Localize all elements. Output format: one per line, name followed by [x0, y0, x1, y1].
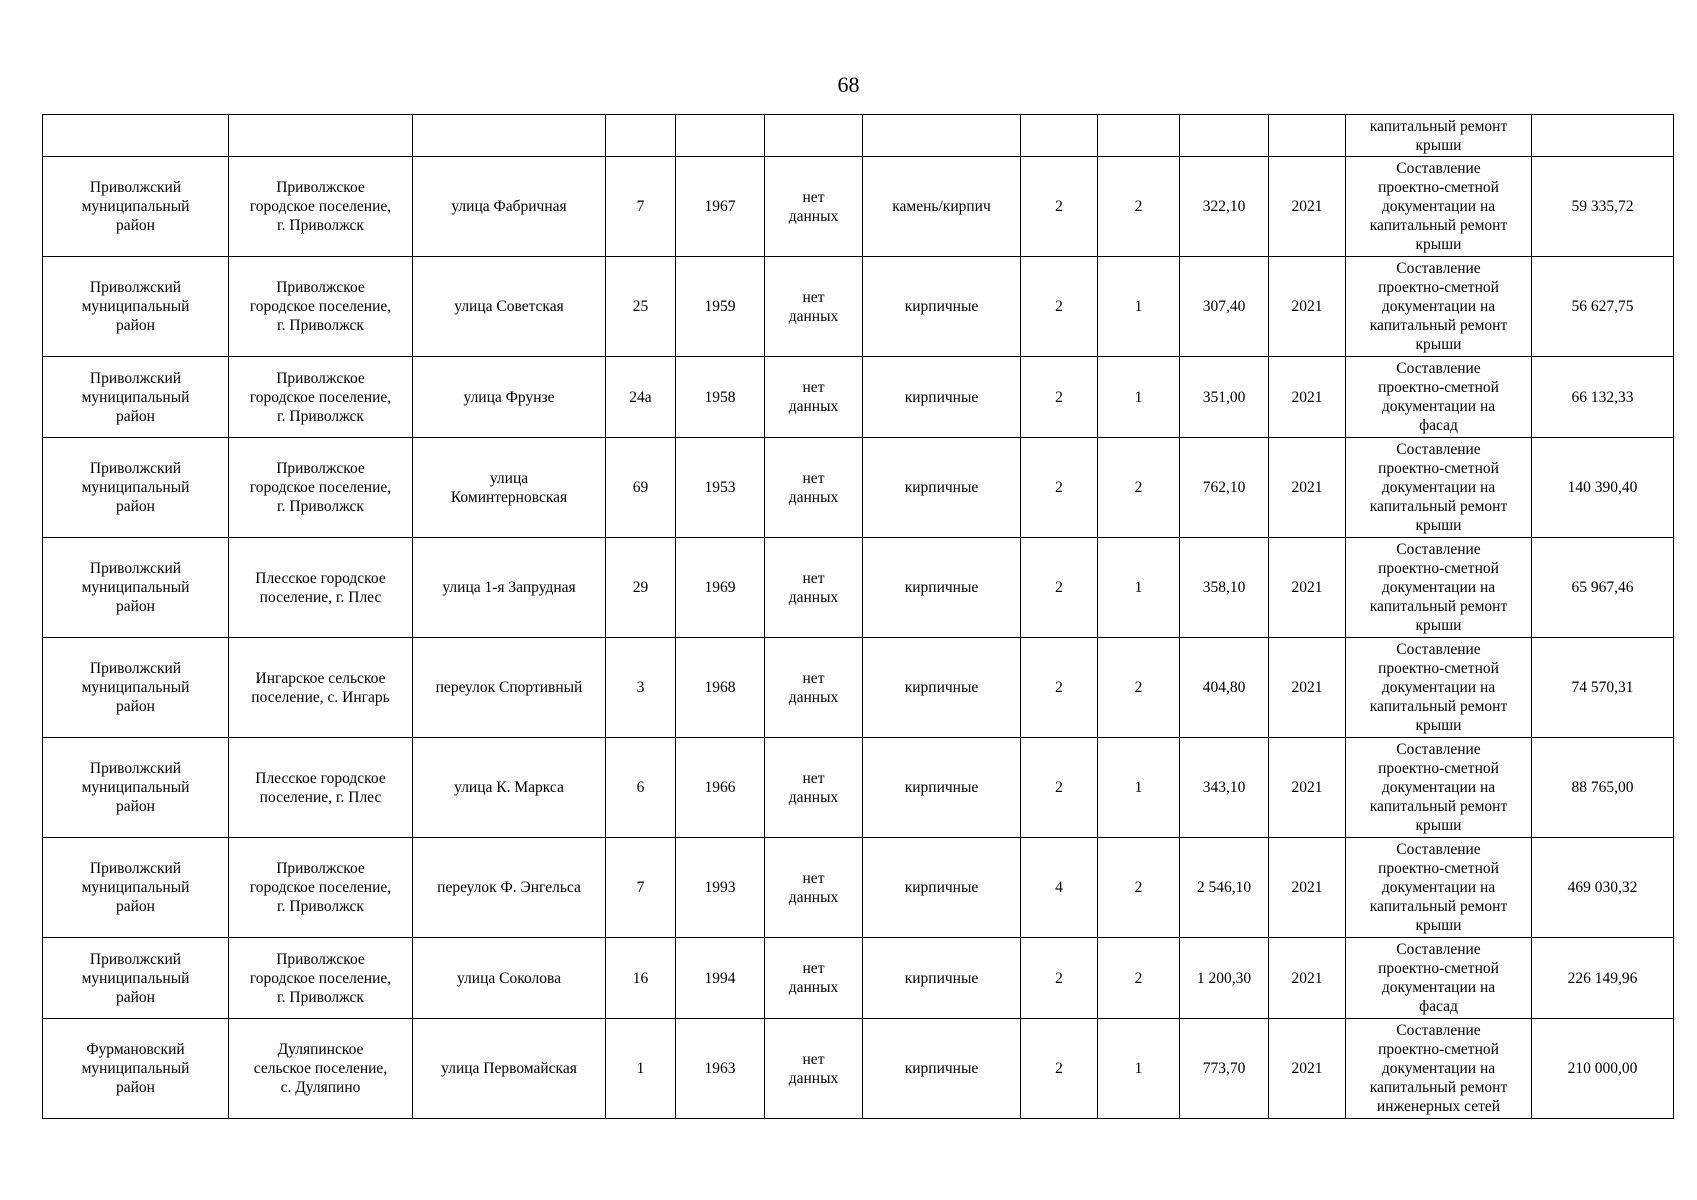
cell-district: Приволжский муниципальный район [43, 838, 229, 938]
cell-year: 1953 [676, 438, 765, 538]
cell-entrances: 2 [1098, 638, 1180, 738]
cell-area: 404,80 [1180, 638, 1269, 738]
cell-floors: 2 [1021, 438, 1098, 538]
cell-condition: нет данных [765, 257, 863, 357]
cell-settlement: Приволжское городское поселение, г. Приволжск [229, 938, 413, 1019]
cell-empty [676, 115, 765, 157]
cell-condition: нет данных [765, 638, 863, 738]
cell-cost: 88 765,00 [1532, 738, 1674, 838]
table-row [43, 1019, 1674, 1119]
cell-street: улица Фрунзе [413, 357, 606, 438]
cell-plan-year: 2021 [1269, 157, 1346, 257]
cell-settlement: Приволжское городское поселение, г. Приволжск [229, 357, 413, 438]
cell-settlement: Дуляпинское сельское поселение, с. Дуляпино [229, 1019, 413, 1119]
cell-district: Приволжский муниципальный район [43, 438, 229, 538]
cell-condition: нет данных [765, 738, 863, 838]
cell-year: 1993 [676, 838, 765, 938]
cell-condition: нет данных [765, 538, 863, 638]
cell-street: улица 1-я Запрудная [413, 538, 606, 638]
cell-empty [1269, 115, 1346, 157]
cell-entrances: 1 [1098, 538, 1180, 638]
cell-settlement: Ингарское сельское поселение, с. Ингарь [229, 638, 413, 738]
cell-year: 1958 [676, 357, 765, 438]
cell-empty [229, 115, 413, 157]
cell-house: 7 [606, 157, 676, 257]
cell-street: улица Советская [413, 257, 606, 357]
cell-area: 307,40 [1180, 257, 1269, 357]
cell-area: 762,10 [1180, 438, 1269, 538]
cell-empty [863, 115, 1021, 157]
table-row [43, 838, 1674, 938]
cell-work: Составление проектно-сметной документации на капитальный ремонт крыши [1346, 538, 1532, 638]
cell-area: 2 546,10 [1180, 838, 1269, 938]
cell-year: 1959 [676, 257, 765, 357]
cell-plan-year: 2021 [1269, 638, 1346, 738]
cell-cost: 66 132,33 [1532, 357, 1674, 438]
cell-work: Составление проектно-сметной документации на капитальный ремонт крыши [1346, 257, 1532, 357]
table-row [43, 538, 1674, 638]
cell-empty [1532, 115, 1674, 157]
cell-house: 16 [606, 938, 676, 1019]
cell-cost: 65 967,46 [1532, 538, 1674, 638]
cell-floors: 2 [1021, 638, 1098, 738]
cell-year: 1969 [676, 538, 765, 638]
cell-area: 1 200,30 [1180, 938, 1269, 1019]
cell-work: Составление проектно-сметной документации на капитальный ремонт инженерных сетей [1346, 1019, 1532, 1119]
cell-house: 24а [606, 357, 676, 438]
cell-settlement: Плесское городское поселение, г. Плес [229, 538, 413, 638]
cell-floors: 2 [1021, 538, 1098, 638]
cell-entrances: 1 [1098, 257, 1180, 357]
cell-entrances: 2 [1098, 838, 1180, 938]
cell-cost: 59 335,72 [1532, 157, 1674, 257]
cell-work: Составление проектно-сметной документации на капитальный ремонт крыши [1346, 638, 1532, 738]
cell-settlement: Приволжское городское поселение, г. Приволжск [229, 257, 413, 357]
cell-house: 3 [606, 638, 676, 738]
table-row [43, 257, 1674, 357]
cell-condition: нет данных [765, 1019, 863, 1119]
cell-empty [1180, 115, 1269, 157]
cell-district: Приволжский муниципальный район [43, 538, 229, 638]
cell-house: 6 [606, 738, 676, 838]
cell-condition: нет данных [765, 438, 863, 538]
cell-work: Составление проектно-сметной документации на фасад [1346, 357, 1532, 438]
cell-empty [1021, 115, 1098, 157]
cell-cost: 74 570,31 [1532, 638, 1674, 738]
cell-entrances: 1 [1098, 738, 1180, 838]
cell-floors: 2 [1021, 738, 1098, 838]
cell-floors: 2 [1021, 357, 1098, 438]
cell-settlement: Плесское городское поселение, г. Плес [229, 738, 413, 838]
cell-floors: 2 [1021, 938, 1098, 1019]
cell-wall: кирпичные [863, 438, 1021, 538]
cell-wall: кирпичные [863, 738, 1021, 838]
cell-district: Приволжский муниципальный район [43, 357, 229, 438]
cell-district: Фурмановский муниципальный район [43, 1019, 229, 1119]
houses-table [42, 114, 1674, 1119]
cell-cost: 226 149,96 [1532, 938, 1674, 1019]
cell-work: Составление проектно-сметной документации на капитальный ремонт крыши [1346, 738, 1532, 838]
cell-cost: 469 030,32 [1532, 838, 1674, 938]
cell-area: 343,10 [1180, 738, 1269, 838]
cell-empty [765, 115, 863, 157]
cell-wall: кирпичные [863, 357, 1021, 438]
cell-condition: нет данных [765, 938, 863, 1019]
cell-year: 1963 [676, 1019, 765, 1119]
cell-street: улица Фабричная [413, 157, 606, 257]
cell-wall: камень/кирпич [863, 157, 1021, 257]
cell-cost: 140 390,40 [1532, 438, 1674, 538]
cell-settlement: Приволжское городское поселение, г. Приволжск [229, 438, 413, 538]
cell-house: 25 [606, 257, 676, 357]
cell-year: 1966 [676, 738, 765, 838]
cell-empty [413, 115, 606, 157]
table-row [43, 157, 1674, 257]
cell-wall: кирпичные [863, 257, 1021, 357]
cell-plan-year: 2021 [1269, 938, 1346, 1019]
cell-district: Приволжский муниципальный район [43, 738, 229, 838]
cell-work: капитальный ремонт крыши [1346, 115, 1532, 157]
cell-cost: 210 000,00 [1532, 1019, 1674, 1119]
cell-area: 322,10 [1180, 157, 1269, 257]
table-row [43, 738, 1674, 838]
cell-settlement: Приволжское городское поселение, г. Приволжск [229, 838, 413, 938]
cell-entrances: 1 [1098, 357, 1180, 438]
table-row [43, 438, 1674, 538]
cell-area: 773,70 [1180, 1019, 1269, 1119]
cell-wall: кирпичные [863, 838, 1021, 938]
cell-work: Составление проектно-сметной документации на фасад [1346, 938, 1532, 1019]
cell-wall: кирпичные [863, 938, 1021, 1019]
cell-empty [606, 115, 676, 157]
cell-floors: 2 [1021, 257, 1098, 357]
cell-floors: 2 [1021, 1019, 1098, 1119]
cell-street: улица Первомайская [413, 1019, 606, 1119]
cell-entrances: 2 [1098, 157, 1180, 257]
cell-cost: 56 627,75 [1532, 257, 1674, 357]
cell-work: Составление проектно-сметной документации на капитальный ремонт крыши [1346, 838, 1532, 938]
cell-wall: кирпичные [863, 538, 1021, 638]
cell-area: 358,10 [1180, 538, 1269, 638]
cell-year: 1968 [676, 638, 765, 738]
cell-wall: кирпичные [863, 1019, 1021, 1119]
table-row [43, 638, 1674, 738]
cell-year: 1994 [676, 938, 765, 1019]
cell-year: 1967 [676, 157, 765, 257]
cell-floors: 4 [1021, 838, 1098, 938]
cell-plan-year: 2021 [1269, 438, 1346, 538]
cell-floors: 2 [1021, 157, 1098, 257]
cell-plan-year: 2021 [1269, 357, 1346, 438]
table-row [43, 938, 1674, 1019]
cell-district: Приволжский муниципальный район [43, 257, 229, 357]
cell-empty [43, 115, 229, 157]
cell-settlement: Приволжское городское поселение, г. Приволжск [229, 157, 413, 257]
cell-house: 69 [606, 438, 676, 538]
cell-wall: кирпичные [863, 638, 1021, 738]
cell-plan-year: 2021 [1269, 738, 1346, 838]
cell-house: 7 [606, 838, 676, 938]
cell-plan-year: 2021 [1269, 1019, 1346, 1119]
cell-street: переулок Спортивный [413, 638, 606, 738]
page-number: 68 [837, 72, 860, 97]
cell-entrances: 2 [1098, 938, 1180, 1019]
cell-district: Приволжский муниципальный район [43, 938, 229, 1019]
cell-house: 1 [606, 1019, 676, 1119]
cell-work: Составление проектно-сметной документации на капитальный ремонт крыши [1346, 438, 1532, 538]
cell-empty [1098, 115, 1180, 157]
cell-area: 351,00 [1180, 357, 1269, 438]
cell-work: Составление проектно-сметной документации на капитальный ремонт крыши [1346, 157, 1532, 257]
cell-entrances: 2 [1098, 438, 1180, 538]
cell-district: Приволжский муниципальный район [43, 157, 229, 257]
cell-street: переулок Ф. Энгельса [413, 838, 606, 938]
table-row-continued [43, 115, 1674, 157]
cell-district: Приволжский муниципальный район [43, 638, 229, 738]
cell-plan-year: 2021 [1269, 538, 1346, 638]
cell-entrances: 1 [1098, 1019, 1180, 1119]
table-row [43, 357, 1674, 438]
cell-condition: нет данных [765, 357, 863, 438]
cell-street: улица Соколова [413, 938, 606, 1019]
cell-house: 29 [606, 538, 676, 638]
cell-plan-year: 2021 [1269, 257, 1346, 357]
cell-plan-year: 2021 [1269, 838, 1346, 938]
cell-condition: нет данных [765, 838, 863, 938]
cell-street: улица Коминтерновская [413, 438, 606, 538]
cell-street: улица К. Маркса [413, 738, 606, 838]
cell-condition: нет данных [765, 157, 863, 257]
